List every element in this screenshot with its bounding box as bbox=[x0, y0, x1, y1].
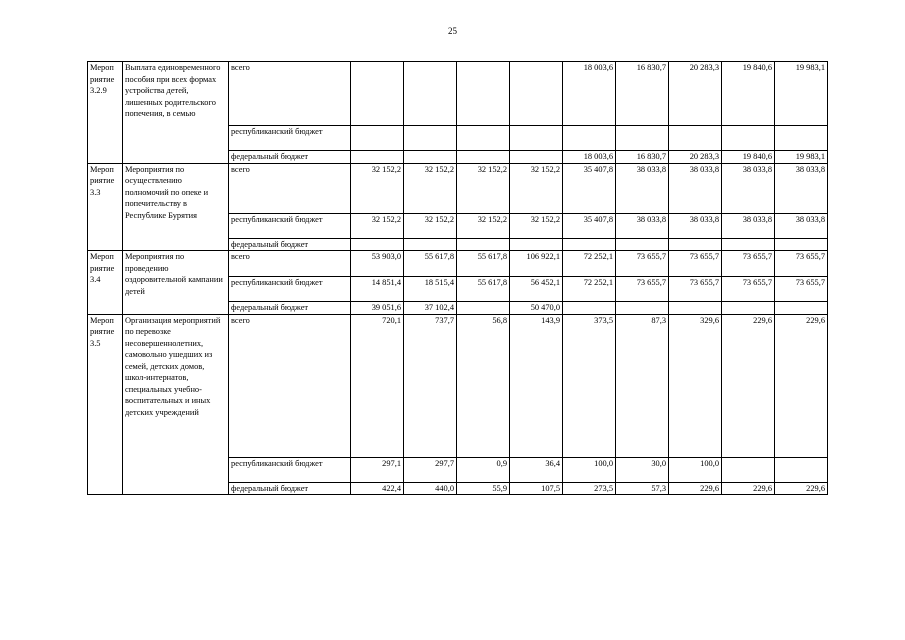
amount-cell: 440,0 bbox=[404, 482, 457, 495]
amount-cell: 87,3 bbox=[616, 314, 669, 457]
amount-cell: 32 152,2 bbox=[404, 213, 457, 238]
amount-cell: 73 655,7 bbox=[669, 251, 722, 277]
measure-code: Мероп риятие 3.4 bbox=[88, 251, 123, 315]
amount-cell: 32 152,2 bbox=[457, 163, 510, 213]
amount-cell: 55,9 bbox=[457, 482, 510, 495]
amount-cell: 73 655,7 bbox=[775, 277, 828, 302]
amount-cell bbox=[616, 302, 669, 315]
amount-cell bbox=[351, 151, 404, 164]
measure-code: Мероп риятие 3.5 bbox=[88, 314, 123, 495]
funding-source: республиканский бюджет bbox=[229, 213, 351, 238]
amount-cell: 38 033,8 bbox=[669, 163, 722, 213]
amount-cell: 38 033,8 bbox=[722, 213, 775, 238]
amount-cell: 19 840,6 bbox=[722, 151, 775, 164]
funding-source: всего bbox=[229, 163, 351, 213]
amount-cell bbox=[351, 238, 404, 251]
amount-cell: 0,9 bbox=[457, 457, 510, 482]
amount-cell: 18 003,6 bbox=[563, 151, 616, 164]
amount-cell: 297,7 bbox=[404, 457, 457, 482]
amount-cell: 297,1 bbox=[351, 457, 404, 482]
table-row bbox=[88, 314, 828, 457]
amount-cell: 73 655,7 bbox=[616, 277, 669, 302]
amount-cell: 18 515,4 bbox=[404, 277, 457, 302]
amount-cell bbox=[669, 302, 722, 315]
amount-cell: 329,6 bbox=[669, 314, 722, 457]
funding-source: федеральный бюджет bbox=[229, 302, 351, 315]
amount-cell: 30,0 bbox=[616, 457, 669, 482]
amount-cell: 32 152,2 bbox=[510, 213, 563, 238]
amount-cell: 229,6 bbox=[669, 482, 722, 495]
amount-cell: 100,0 bbox=[669, 457, 722, 482]
amount-cell bbox=[404, 126, 457, 151]
amount-cell: 73 655,7 bbox=[722, 277, 775, 302]
amount-cell bbox=[510, 126, 563, 151]
table-row bbox=[88, 62, 828, 126]
amount-cell: 737,7 bbox=[404, 314, 457, 457]
funding-source: федеральный бюджет bbox=[229, 482, 351, 495]
amount-cell bbox=[722, 238, 775, 251]
amount-cell: 373,5 bbox=[563, 314, 616, 457]
amount-cell bbox=[616, 126, 669, 151]
amount-cell: 36,4 bbox=[510, 457, 563, 482]
amount-cell bbox=[457, 126, 510, 151]
amount-cell bbox=[669, 126, 722, 151]
amount-cell: 50 470,0 bbox=[510, 302, 563, 315]
amount-cell: 38 033,8 bbox=[722, 163, 775, 213]
amount-cell: 229,6 bbox=[775, 482, 828, 495]
amount-cell: 55 617,8 bbox=[457, 251, 510, 277]
amount-cell: 720,1 bbox=[351, 314, 404, 457]
amount-cell: 55 617,8 bbox=[457, 277, 510, 302]
amount-cell bbox=[404, 62, 457, 126]
funding-source: республиканский бюджет bbox=[229, 457, 351, 482]
amount-cell bbox=[616, 238, 669, 251]
measure-description: Организация мероприятий по перевозке несовершеннолетних, самовольно ушедших из семей, детских домов, школ-интернатов, специальных учебно-воспитательных и иных детских учреждений bbox=[123, 314, 229, 495]
amount-cell bbox=[457, 151, 510, 164]
amount-cell bbox=[404, 238, 457, 251]
amount-cell: 14 851,4 bbox=[351, 277, 404, 302]
amount-cell: 16 830,7 bbox=[616, 62, 669, 126]
funding-source: всего bbox=[229, 62, 351, 126]
amount-cell: 32 152,2 bbox=[510, 163, 563, 213]
amount-cell: 229,6 bbox=[722, 314, 775, 457]
funding-source: всего bbox=[229, 251, 351, 277]
amount-cell: 56,8 bbox=[457, 314, 510, 457]
amount-cell: 106 922,1 bbox=[510, 251, 563, 277]
amount-cell bbox=[457, 302, 510, 315]
amount-cell: 100,0 bbox=[563, 457, 616, 482]
funding-source: республиканский бюджет bbox=[229, 277, 351, 302]
funding-source: всего bbox=[229, 314, 351, 457]
amount-cell: 273,5 bbox=[563, 482, 616, 495]
amount-cell bbox=[669, 238, 722, 251]
table-row bbox=[88, 163, 828, 213]
amount-cell: 73 655,7 bbox=[616, 251, 669, 277]
amount-cell: 107,5 bbox=[510, 482, 563, 495]
amount-cell bbox=[510, 151, 563, 164]
amount-cell bbox=[775, 457, 828, 482]
amount-cell: 55 617,8 bbox=[404, 251, 457, 277]
amount-cell: 38 033,8 bbox=[616, 213, 669, 238]
funding-source: федеральный бюджет bbox=[229, 151, 351, 164]
measure-description: Выплата единовременного пособия при всех формах устройства детей, лишенных родительского попечения, в семью bbox=[123, 62, 229, 164]
amount-cell: 73 655,7 bbox=[775, 251, 828, 277]
amount-cell: 73 655,7 bbox=[669, 277, 722, 302]
amount-cell: 20 283,3 bbox=[669, 62, 722, 126]
amount-cell bbox=[404, 151, 457, 164]
amount-cell: 18 003,6 bbox=[563, 62, 616, 126]
amount-cell: 38 033,8 bbox=[775, 163, 828, 213]
amount-cell bbox=[457, 62, 510, 126]
amount-cell: 143,9 bbox=[510, 314, 563, 457]
amount-cell bbox=[510, 238, 563, 251]
amount-cell bbox=[563, 302, 616, 315]
funding-source: федеральный бюджет bbox=[229, 238, 351, 251]
amount-cell: 20 283,3 bbox=[669, 151, 722, 164]
amount-cell bbox=[351, 126, 404, 151]
amount-cell: 38 033,8 bbox=[616, 163, 669, 213]
amount-cell bbox=[351, 62, 404, 126]
amount-cell bbox=[722, 302, 775, 315]
measure-code: Мероп риятие 3.2.9 bbox=[88, 62, 123, 164]
amount-cell: 53 903,0 bbox=[351, 251, 404, 277]
amount-cell: 38 033,8 bbox=[669, 213, 722, 238]
measure-description: Мероприятия по осуществлению полномочий по опеке и попечительству в Республике Бурятия bbox=[123, 163, 229, 251]
amount-cell bbox=[722, 457, 775, 482]
amount-cell: 422,4 bbox=[351, 482, 404, 495]
amount-cell bbox=[457, 238, 510, 251]
amount-cell: 35 407,8 bbox=[563, 163, 616, 213]
funding-source: республиканский бюджет bbox=[229, 126, 351, 151]
amount-cell: 72 252,1 bbox=[563, 251, 616, 277]
amount-cell: 19 983,1 bbox=[775, 62, 828, 126]
amount-cell bbox=[775, 126, 828, 151]
amount-cell: 37 102,4 bbox=[404, 302, 457, 315]
amount-cell bbox=[510, 62, 563, 126]
measure-code: Мероп риятие 3.3 bbox=[88, 163, 123, 251]
amount-cell: 38 033,8 bbox=[775, 213, 828, 238]
amount-cell: 56 452,1 bbox=[510, 277, 563, 302]
budget-table bbox=[87, 61, 828, 495]
amount-cell bbox=[563, 238, 616, 251]
amount-cell bbox=[775, 302, 828, 315]
amount-cell: 32 152,2 bbox=[351, 213, 404, 238]
page-number: 25 bbox=[448, 26, 457, 36]
amount-cell: 16 830,7 bbox=[616, 151, 669, 164]
amount-cell: 73 655,7 bbox=[722, 251, 775, 277]
amount-cell bbox=[775, 238, 828, 251]
amount-cell: 39 051,6 bbox=[351, 302, 404, 315]
amount-cell: 19 983,1 bbox=[775, 151, 828, 164]
amount-cell: 35 407,8 bbox=[563, 213, 616, 238]
amount-cell bbox=[563, 126, 616, 151]
amount-cell: 32 152,2 bbox=[457, 213, 510, 238]
amount-cell: 229,6 bbox=[775, 314, 828, 457]
measure-description: Мероприятия по проведению оздоровительной кампании детей bbox=[123, 251, 229, 315]
amount-cell: 32 152,2 bbox=[404, 163, 457, 213]
amount-cell: 72 252,1 bbox=[563, 277, 616, 302]
amount-cell: 57,3 bbox=[616, 482, 669, 495]
amount-cell: 229,6 bbox=[722, 482, 775, 495]
amount-cell: 32 152,2 bbox=[351, 163, 404, 213]
amount-cell: 19 840,6 bbox=[722, 62, 775, 126]
amount-cell bbox=[722, 126, 775, 151]
table-row bbox=[88, 251, 828, 277]
